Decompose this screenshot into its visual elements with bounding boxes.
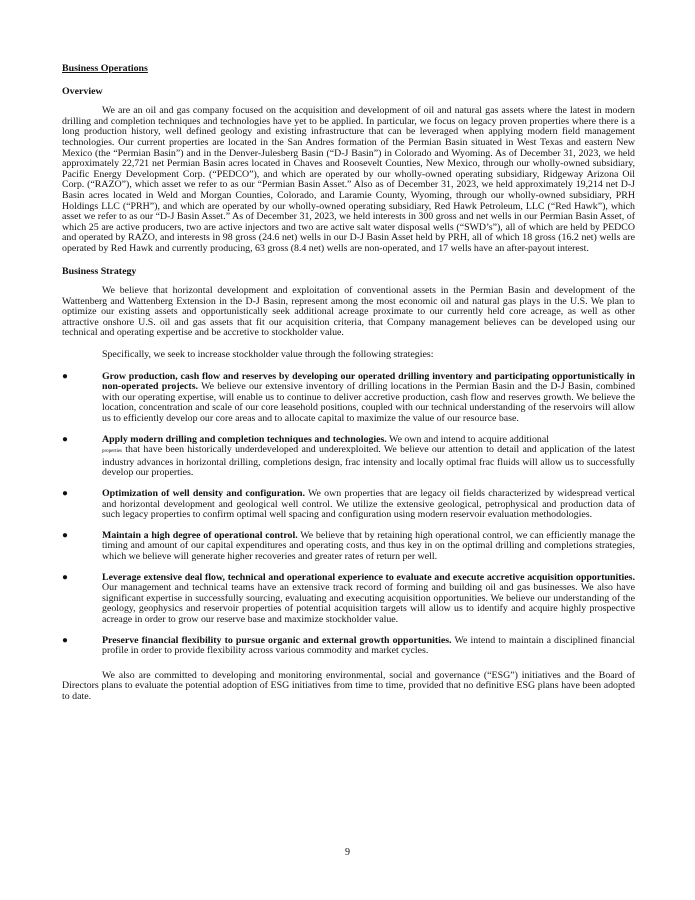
- bullet-text: [102, 435, 635, 479]
- bullet-icon: ●: [62, 370, 68, 382]
- bullet-lead: Grow production, cash flow and reserves by developing our operated drilling inventory and participating opportunistically in non-operated projects.: [102, 370, 635, 393]
- bullet-lead: Optimization of well density and configuration.: [102, 488, 305, 499]
- list-item: [62, 435, 635, 479]
- bullet-body: We intend to maintain a disciplined financial profile in order to provide flexibility across various commodity and market cycles.: [102, 634, 635, 657]
- bullet-body-continued: that have been historically underdeveloped and underexploited. We believe our attention to detail and application of the latest industry advances in horizontal drilling, completions design, frac intensity and locally optimal frac fluids will allow us to successfully develop our properties.: [102, 444, 635, 479]
- list-item: [62, 531, 635, 563]
- bullet-text: [102, 636, 635, 657]
- page-number: 9: [345, 847, 350, 858]
- overview-heading: Overview: [62, 85, 103, 97]
- bullet-icon: ●: [62, 433, 68, 445]
- bullet-lead: Maintain a high degree of operational control.: [102, 529, 298, 541]
- list-item: [62, 372, 635, 425]
- bullet-body: We own properties that are legacy oil fields characterized by widespread vertical and horizontal development and geological well control. We utilize the extensive geological, petrophysical and production data of such legacy properties to confirm optimal well spacing and configuration using modern reservoir evaluation methodologies.: [102, 488, 636, 521]
- bullet-text: [102, 489, 635, 521]
- bullet-lead: Leverage extensive deal flow, technical and operational experience to evaluate and execute accretive acquisition opportunities.: [102, 571, 635, 583]
- bullet-text: [102, 372, 635, 425]
- list-item: [62, 489, 635, 521]
- strategy-paragraph-1: We believe that horizontal development and exploitation of conventional assets in the Permian Basin and development of the Wattenberg and Wattenberg Extension in the D-J Basin, represent among the most economic oil and natural gas plays in the U.S. We plan to optimize our existing assets and opportunistically seek additional acreage proximate to our currently held core acreage, as well as other attractive onshore U.S. oil and gas assets that fit our acquisition criteria, that Company management believes can be developed using our technical and operating expertise and be accretive to stockholder value.: [62, 285, 635, 339]
- bullet-body: We own and intend to acquire additional: [386, 433, 549, 445]
- list-item: [62, 573, 635, 626]
- bullet-body: We believe our extensive inventory of drilling locations in the Permian Basin and the D-J Basin, combined with our operating expertise, will enable us to continue to deliver accretive production, cash flow and reserves growth. We believe the location, concentration and scale of our core leasehold positions, coupled with our technical understanding of the reservoirs will allow us to efficiently develop our core areas and to allocate capital to maximize the value of our resource base.: [102, 381, 636, 425]
- bullet-icon: ●: [62, 634, 68, 646]
- bullet-small-word: properties: [102, 449, 122, 455]
- bullet-icon: ●: [62, 571, 68, 583]
- esg-paragraph: We also are committed to developing and monitoring environmental, social and governance (“ESG”) initiatives and the Board of Directors plans to evaluate the potential adoption of ESG initiatives from time to time, provided that no definitive ESG plans have been adopted to date.: [62, 669, 635, 702]
- bullet-body: Our management and technical teams have an extensive track record of forming and building oil and gas businesses. We also have significant expertise in successfully sourcing, evaluating and executing acquisition opportunities. We believe our understanding of the geology, geophysics and reservoir properties of potential acquisition targets will allow us to identify and acquire highly prospective acreage in order to grow our reserve base and maximize stockholder value.: [102, 582, 635, 625]
- bullet-text: [102, 573, 635, 626]
- bullet-icon: ●: [62, 488, 68, 499]
- document-page: [62, 64, 635, 714]
- list-item: [62, 636, 635, 657]
- bullet-body: We believe that by retaining high operational control, we can efficiently manage the timing and amount of our capital expenditures and operating costs, and thus key in on the optimal drilling and completions strategies, which we believe will generate higher recoveries and greater rates of return per well.: [102, 529, 635, 562]
- overview-paragraph: We are an oil and gas company focused on the acquisition and development of oil and natural gas assets where the latest in modern drilling and completion techniques and technologies have yet to be applied. In particular, we focus on legacy proven properties where there is a long production history, well defined geology and existing infrastructure that can be leveraged when applying modern field management technologies. Our current properties are located in the San Andres formation of the Permian Basin situated in West Texas and eastern New Mexico (the “Permian Basin”) and in the Denver-Julesberg Basin (“D-J Basin”) in Colorado and Wyoming. As of December 31, 2023, we held approximately 22,721 net Permian Basin acres located in Chaves and Roosevelt Counties, New Mexico, through our wholly-owned subsidiary, Pacific Energy Development Corp. (“PEDCO”), and which are operated by our wholly-owned operating subsidiary, Ridgeway Arizona Oil Corp. (“RAZO”), which asset we refer to as our “Permian Basin Asset.” Also as of December 31, 2023, we held approximately 19,214 net D-J Basin acres located in Weld and Morgan Counties, Colorado, and Laramie County, Wyoming, through our wholly-owned subsidiary, PRH Holdings LLC (“PRH”), and which are operated by our wholly-owned operating subsidiary, Red Hawk Petroleum, LLC (“Red Hawk”), which asset we refer to as our “D-J Basin Asset.” As of December 31, 2023, we held interests in 300 gross and net wells in our Permian Basin Asset, of which 25 are active producers, two are active injectors and two are active salt water disposal wells (“SWD’s”), all of which are held by PEDCO and operated by RAZO, and interests in 98 gross (24.6 net) wells in our D-J Basin Asset held by PRH, all of which 18 gross (16.2 net) wells are operated by Red Hawk and currently producing, 63 gross (8.4 net) wells are non-operated, and 17 wells have an after-payout interest.: [62, 105, 635, 254]
- bullet-lead: Apply modern drilling and completion techniques and technologies.: [102, 433, 387, 445]
- bullet-icon: ●: [62, 529, 68, 541]
- bullet-lead: Preserve financial flexibility to pursue organic and external growth opportunities.: [102, 634, 452, 646]
- section-title: Business Operations: [62, 63, 148, 74]
- bullet-text: [102, 531, 635, 563]
- strategy-heading: Business Strategy: [62, 265, 137, 277]
- strategy-list: [62, 372, 635, 657]
- strategy-paragraph-2: Specifically, we seek to increase stockholder value through the following strategies:: [102, 349, 434, 361]
